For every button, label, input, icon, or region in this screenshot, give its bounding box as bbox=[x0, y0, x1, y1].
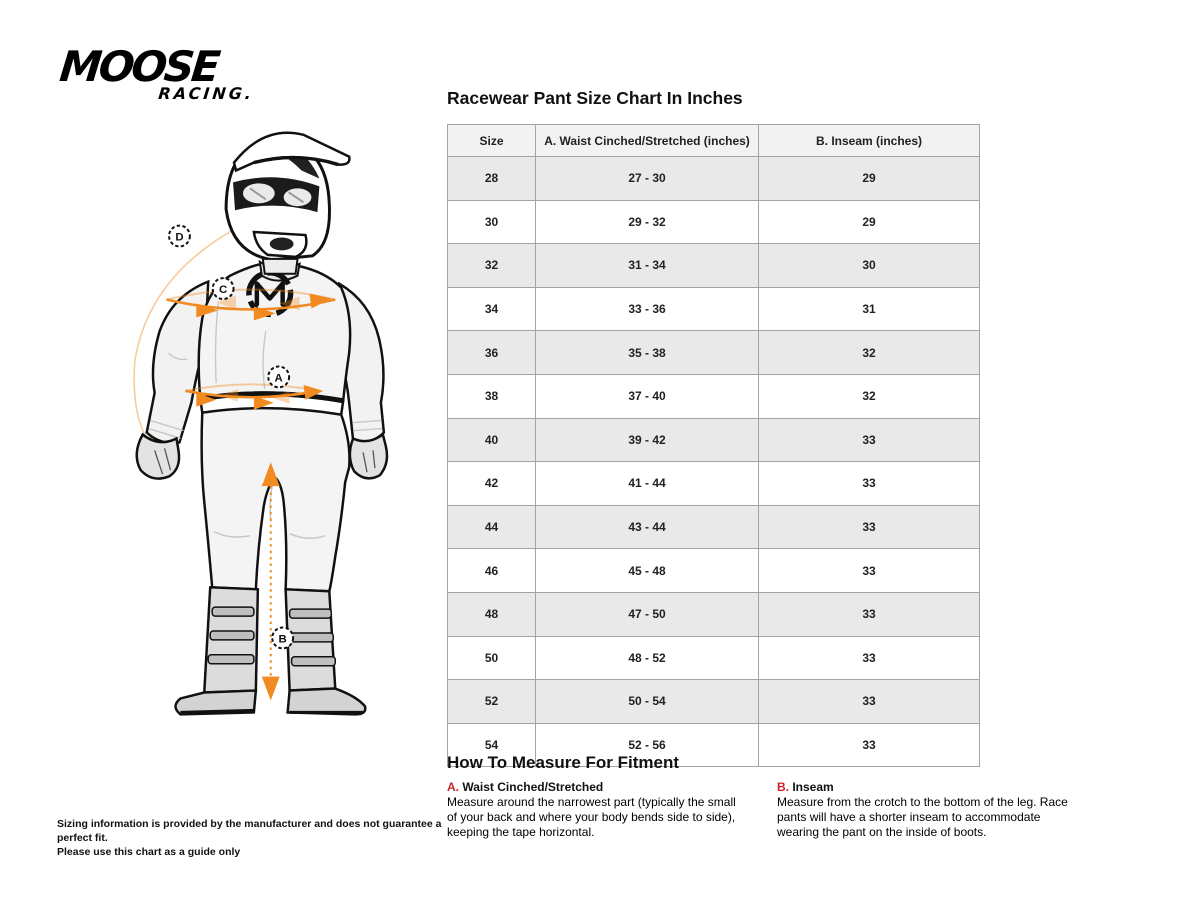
table-row bbox=[448, 244, 980, 288]
how-to-inseam-letter: B. bbox=[777, 780, 789, 794]
table-row bbox=[448, 505, 980, 549]
table-cell: 50 - 54 bbox=[536, 680, 759, 724]
table-cell: 52 - 56 bbox=[536, 723, 759, 767]
rider-illustration bbox=[58, 105, 418, 760]
table-cell: 33 bbox=[759, 592, 980, 636]
marker-d-letter: D bbox=[175, 231, 184, 244]
table-cell: 43 - 44 bbox=[536, 505, 759, 549]
marker-b bbox=[272, 628, 293, 649]
helmet-vent bbox=[270, 237, 294, 250]
table-cell: 33 - 36 bbox=[536, 287, 759, 331]
helmet bbox=[226, 133, 349, 274]
table-cell: 33 bbox=[759, 418, 980, 462]
table-cell: 31 - 34 bbox=[536, 244, 759, 288]
how-to-measure-title: How To Measure For Fitment bbox=[447, 753, 680, 772]
table-cell: 36 bbox=[448, 331, 536, 375]
marker-d bbox=[169, 226, 190, 247]
boot-left bbox=[175, 587, 257, 714]
table-cell: 32 bbox=[759, 374, 980, 418]
size-chart-table bbox=[447, 124, 980, 767]
how-to-section-inseam bbox=[777, 780, 1079, 840]
table-row bbox=[448, 157, 980, 201]
brand-logo-moose: MOOSE bbox=[57, 42, 220, 91]
brand-logo bbox=[57, 42, 260, 103]
table-cell: 40 bbox=[448, 418, 536, 462]
how-to-inseam-text: Measure from the crotch to the bottom of the leg. Race pants will have a shorter inseam to accommodate wearing the pant on the inside of boots. bbox=[777, 795, 1068, 840]
table-cell: 42 bbox=[448, 462, 536, 506]
table-cell: 48 bbox=[448, 592, 536, 636]
pants bbox=[200, 399, 349, 592]
marker-a-letter: A bbox=[274, 372, 283, 385]
column-header-size: Size bbox=[448, 125, 536, 157]
table-cell: 31 bbox=[759, 287, 980, 331]
table-cell: 50 bbox=[448, 636, 536, 680]
column-header-inseam: B. Inseam (inches) bbox=[759, 125, 980, 157]
table-cell: 29 - 32 bbox=[536, 200, 759, 244]
how-to-waist-label: Waist Cinched/Stretched bbox=[462, 780, 604, 794]
table-cell: 34 bbox=[448, 287, 536, 331]
disclaimer bbox=[57, 817, 447, 860]
table-cell: 33 bbox=[759, 462, 980, 506]
how-to-waist-heading bbox=[447, 780, 745, 794]
table-row bbox=[448, 592, 980, 636]
glove-right bbox=[350, 434, 387, 478]
table-row bbox=[448, 462, 980, 506]
table-cell: 46 bbox=[448, 549, 536, 593]
table-row bbox=[448, 200, 980, 244]
table-cell: 35 - 38 bbox=[536, 331, 759, 375]
table-cell: 33 bbox=[759, 680, 980, 724]
table-row bbox=[448, 331, 980, 375]
size-table-body bbox=[448, 157, 980, 767]
how-to-inseam-heading bbox=[777, 780, 1079, 794]
table-row bbox=[448, 287, 980, 331]
table-row bbox=[448, 680, 980, 724]
marker-c-letter: C bbox=[218, 284, 228, 297]
table-cell: 33 bbox=[759, 505, 980, 549]
how-to-inseam-label: Inseam bbox=[792, 780, 834, 794]
table-cell: 33 bbox=[759, 549, 980, 593]
table-row bbox=[448, 418, 980, 462]
table-cell: 33 bbox=[759, 723, 980, 767]
table-cell: 41 - 44 bbox=[536, 462, 759, 506]
table-cell: 54 bbox=[448, 723, 536, 767]
table-cell: 52 bbox=[448, 680, 536, 724]
column-header-waist: A. Waist Cinched/Stretched (inches) bbox=[536, 125, 759, 157]
how-to-section-waist bbox=[447, 780, 745, 840]
table-cell: 30 bbox=[759, 244, 980, 288]
table-cell: 32 bbox=[759, 331, 980, 375]
table-cell: 45 - 48 bbox=[536, 549, 759, 593]
table-cell: 33 bbox=[759, 636, 980, 680]
table-cell: 39 - 42 bbox=[536, 418, 759, 462]
table-row bbox=[448, 636, 980, 680]
table-cell: 37 - 40 bbox=[536, 374, 759, 418]
table-cell: 28 bbox=[448, 157, 536, 201]
glove-left bbox=[137, 434, 179, 478]
table-cell: 32 bbox=[448, 244, 536, 288]
how-to-waist-letter: A. bbox=[447, 780, 459, 794]
marker-b-letter: B bbox=[278, 633, 287, 646]
table-cell: 47 - 50 bbox=[536, 592, 759, 636]
table-cell: 29 bbox=[759, 157, 980, 201]
table-cell: 27 - 30 bbox=[536, 157, 759, 201]
table-cell: 44 bbox=[448, 505, 536, 549]
size-chart-title: Racewear Pant Size Chart In Inches bbox=[447, 88, 743, 108]
table-header-row bbox=[448, 125, 980, 157]
table-cell: 30 bbox=[448, 200, 536, 244]
marker-a bbox=[268, 367, 289, 388]
brand-logo-racing: RACING. bbox=[157, 84, 255, 103]
neck bbox=[263, 259, 298, 274]
disclaimer-line-1: Sizing information is provided by the manufacturer and does not guarantee a perfect fit. bbox=[57, 818, 442, 845]
table-row bbox=[448, 374, 980, 418]
table-row bbox=[448, 549, 980, 593]
boot-right bbox=[286, 589, 366, 714]
how-to-waist-text: Measure around the narrowest part (typically the small of your back and where your body bends side to side), keeping the tape horizontal. bbox=[447, 795, 736, 840]
table-cell: 29 bbox=[759, 200, 980, 244]
marker-c bbox=[213, 278, 234, 299]
disclaimer-line-2: Please use this chart as a guide only bbox=[57, 846, 241, 859]
table-cell: 48 - 52 bbox=[536, 636, 759, 680]
table-cell: 38 bbox=[448, 374, 536, 418]
